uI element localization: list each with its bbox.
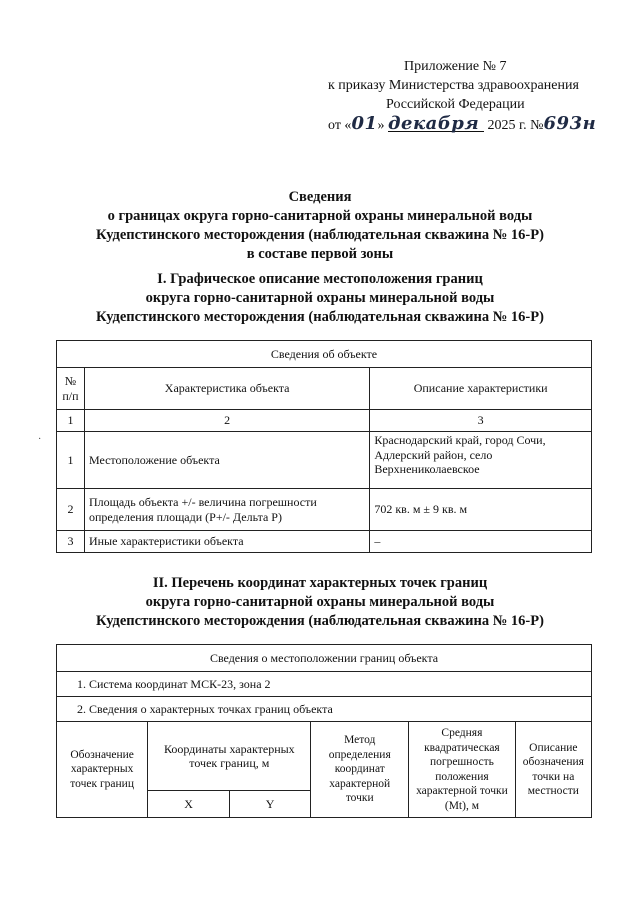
- section-2-title: [0, 574, 640, 631]
- column-number-3: 3: [370, 410, 592, 432]
- column-number-2: 2: [84, 410, 369, 432]
- table-row: [57, 531, 592, 553]
- date-day-handwritten: 01: [351, 113, 378, 134]
- appendix-date-line: [328, 115, 596, 135]
- coordinate-system-row: 1. Система координат МСК-23, зона 2: [57, 672, 592, 697]
- object-info-table: [56, 340, 592, 553]
- heading-line-2: о границах округа горно-санитарной охраны минеральной воды: [107, 208, 533, 224]
- row-description: 702 кв. м ± 9 кв. м: [370, 489, 592, 531]
- header-description: Описание характеристики: [370, 368, 592, 410]
- section-1-title: [0, 270, 640, 327]
- object-info-caption: Сведения об объекте: [57, 341, 592, 368]
- section-1-title-line-1: I. Графическое описание местоположения границ: [157, 271, 483, 287]
- section-1-title-line-2: округа горно-санитарной охраны минеральной воды: [145, 290, 495, 306]
- row-description: Краснодарский край, город Сочи, Адлерский район, село Верхнениколаевское: [370, 432, 592, 489]
- row-no: 1: [57, 432, 85, 489]
- section-2-title-line-2: округа горно-санитарной охраны минеральной воды: [145, 594, 495, 610]
- column-number-1: 1: [57, 410, 85, 432]
- appendix-line-2: к приказу Министерства здравоохранения: [328, 78, 579, 93]
- scan-mark: ·: [38, 434, 42, 445]
- row-no: 3: [57, 531, 85, 553]
- section-2-title-line-1: II. Перечень координат характерных точек границ: [152, 575, 488, 591]
- header-point-description: Описание обозначения точки на местности: [515, 722, 591, 818]
- heading-line-4: в составе первой зоны: [246, 246, 394, 262]
- header-no: № п/п: [57, 368, 85, 410]
- header-y: Y: [229, 791, 311, 818]
- order-number-handwritten: 693н: [543, 113, 597, 134]
- date-month-handwritten: декабря: [388, 115, 484, 132]
- row-no: 2: [57, 489, 85, 531]
- date-prefix: от «: [328, 118, 352, 133]
- heading-line-3: Кудепстинского месторождения (наблюдательная скважина № 16-Р): [96, 227, 544, 243]
- header-mean-error: Средняя квадратическая погрешность положения характерной точки (Mt), м: [409, 722, 516, 818]
- header-characteristic: Характеристика объекта: [84, 368, 369, 410]
- boundary-points-row: 2. Сведения о характерных точках границ объекта: [57, 697, 592, 722]
- coordinates-table: [56, 644, 592, 818]
- header-point-designation: Обозначение характерных точек границ: [57, 722, 148, 818]
- table-row: [57, 432, 592, 489]
- row-description: –: [370, 531, 592, 553]
- row-characteristic: Иные характеристики объекта: [84, 531, 369, 553]
- section-1-title-line-3: Кудепстинского месторождения (наблюдательная скважина № 16-Р): [96, 309, 544, 325]
- header-coordinates: Координаты характерных точек границ, м: [148, 722, 311, 791]
- row-characteristic: Местоположение объекта: [84, 432, 369, 489]
- coordinates-caption: Сведения о местоположении границ объекта: [57, 645, 592, 672]
- appendix-line-1: Приложение № 7: [404, 59, 507, 74]
- table-row: [57, 489, 592, 531]
- date-year: 2025 г. №: [487, 118, 544, 133]
- heading-line-1: Сведения: [288, 189, 352, 205]
- section-2-title-line-3: Кудепстинского месторождения (наблюдательная скважина № 16-Р): [96, 613, 544, 629]
- document-heading: [0, 188, 640, 264]
- row-characteristic: Площадь объекта +/- величина погрешности определения площади (P+/- Дельта P): [84, 489, 369, 531]
- header-x: X: [148, 791, 230, 818]
- header-method: Метод определения координат характерной точки: [311, 722, 409, 818]
- date-mid: »: [377, 118, 385, 133]
- appendix-line-3: Российской Федерации: [386, 97, 525, 112]
